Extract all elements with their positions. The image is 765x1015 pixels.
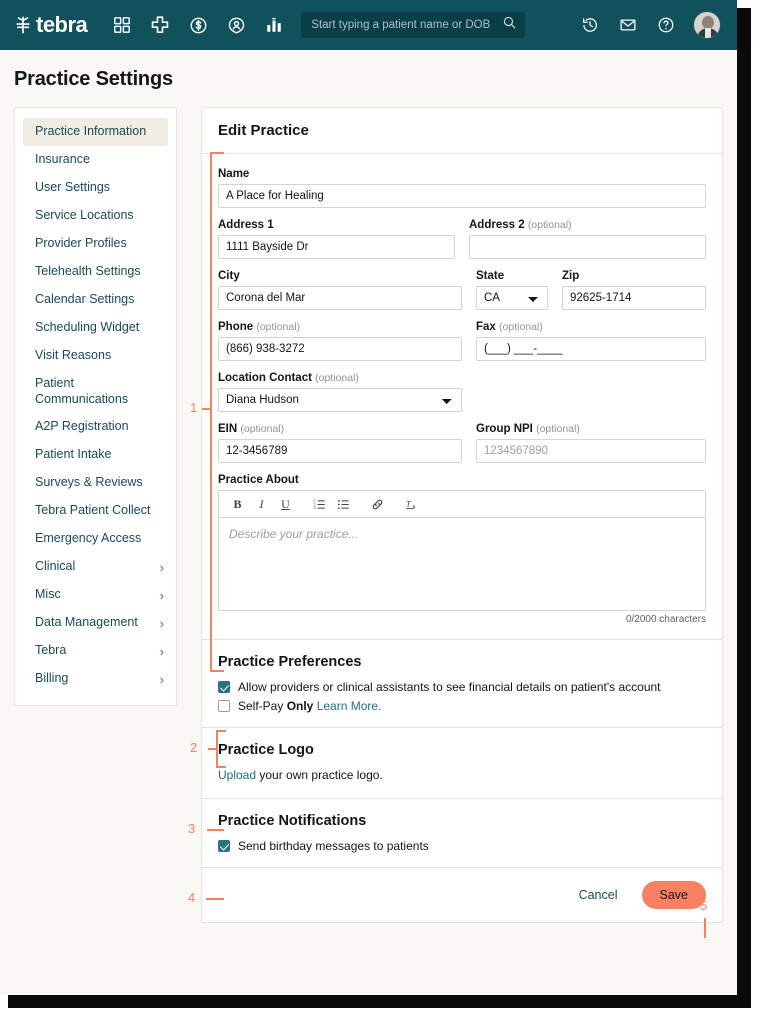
window-shadow-bottom: [8, 995, 751, 1008]
cancel-button[interactable]: Cancel: [573, 887, 624, 903]
character-counter: 0/2000 characters: [625, 614, 706, 625]
annotation-line-4: [206, 898, 224, 900]
edit-practice-panel: [201, 107, 723, 923]
top-navigation-bar: [0, 0, 737, 50]
name-input[interactable]: [218, 184, 706, 208]
label-address1: Address 1: [218, 219, 274, 231]
avatar-shirt: [705, 28, 711, 39]
field-group-npi: [476, 423, 706, 463]
annotation-number-4: 4: [188, 890, 196, 905]
sidebar-item-emergency-access[interactable]: [15, 525, 176, 553]
field-address2: [469, 219, 706, 259]
label-name: Name: [218, 168, 250, 180]
logo-upload-text: your own practice logo.: [256, 768, 383, 782]
practice-logo-section: [202, 728, 722, 799]
label-ein: EIN (optional): [218, 423, 285, 435]
sidebar-item-patient-intake[interactable]: [15, 441, 176, 469]
practice-about-placeholder[interactable]: Describe your practice...: [229, 527, 359, 541]
sidebar-item-user-settings[interactable]: [15, 174, 176, 202]
bullet-list-icon[interactable]: [333, 494, 354, 515]
chevron-right-icon: ›: [159, 559, 164, 575]
sidebar-item-tebra[interactable]: [15, 637, 176, 665]
clear-formatting-icon[interactable]: [401, 494, 422, 515]
label-group-npi: Group NPI (optional): [476, 423, 580, 435]
sidebar-item-label: Tebra Patient Collect: [35, 503, 151, 518]
city-input[interactable]: [218, 286, 462, 310]
annotation-tick-1: [202, 408, 210, 410]
address1-input[interactable]: [218, 235, 455, 259]
sidebar-item-practice-information[interactable]: [23, 118, 168, 146]
sidebar-item-label: Patient Intake: [35, 447, 112, 462]
svg-text:2: 2: [313, 502, 316, 507]
bar-chart-icon[interactable]: [255, 8, 293, 42]
page-title: Practice Settings: [14, 68, 173, 90]
bold-icon[interactable]: B: [233, 496, 242, 511]
practice-notifications-section: [202, 799, 722, 868]
sidebar-item-misc[interactable]: [15, 581, 176, 609]
window-shadow-right: [737, 8, 751, 1003]
sidebar-item-label: Data Management: [35, 615, 138, 630]
logo-upload-row: [218, 768, 706, 782]
page-content: [0, 107, 737, 923]
field-city: [218, 270, 462, 310]
annotation-tick-2: [208, 748, 216, 750]
search-icon[interactable]: [502, 15, 517, 35]
label-state: State: [476, 270, 505, 282]
location-contact-select[interactable]: [218, 388, 462, 412]
state-select[interactable]: [476, 286, 548, 310]
sidebar-item-label: Insurance: [35, 152, 90, 167]
nav-right-group: [571, 8, 725, 42]
annotation-number-1: 1: [190, 400, 198, 415]
annotation-number-5: 5: [700, 898, 708, 913]
sidebar-item-tebra-patient-collect[interactable]: [15, 497, 176, 525]
annotation-number-3: 3: [188, 821, 196, 836]
svg-text:3: 3: [313, 505, 316, 510]
notifications-title: Practice Notifications: [218, 813, 367, 829]
sidebar-item-label: Service Locations: [35, 208, 134, 223]
field-location-contact: [218, 372, 462, 412]
sidebar-item-provider-profiles[interactable]: [15, 230, 176, 258]
notification-row-birthday[interactable]: [218, 839, 706, 853]
ein-input[interactable]: [218, 439, 462, 463]
sidebar-item-label: Provider Profiles: [35, 236, 127, 251]
practice-details-section: [202, 154, 722, 640]
annotation-bracket-1: [210, 152, 224, 672]
field-phone: [218, 321, 462, 361]
patient-search-box[interactable]: [301, 12, 525, 38]
financial-details-label: Allow providers or clinical assistants to see financial details on patient's account: [238, 680, 661, 694]
sidebar-item-label: Patient Communications: [35, 376, 129, 406]
sidebar-item-label: Emergency Access: [35, 531, 142, 546]
editor-toolbar: [219, 491, 705, 518]
field-practice-about: [218, 474, 706, 625]
logo-title: Practice Logo: [218, 742, 314, 758]
sidebar-item-clinical[interactable]: [15, 553, 176, 581]
sidebar-item-telehealth-settings[interactable]: [15, 258, 176, 286]
fax-input[interactable]: [476, 337, 706, 361]
practice-preferences-section: [202, 640, 722, 728]
sidebar-item-surveys-reviews[interactable]: [15, 469, 176, 497]
ordered-list-icon[interactable]: [309, 494, 330, 515]
chevron-right-icon: ›: [159, 643, 164, 659]
field-ein: [218, 423, 462, 463]
sidebar-item-label: Calendar Settings: [35, 292, 135, 307]
chevron-right-icon: ›: [159, 587, 164, 603]
tebra-logo-mark: [12, 14, 34, 36]
medical-cross-icon[interactable]: [141, 8, 179, 42]
field-fax: [476, 321, 706, 361]
practice-about-editor[interactable]: [218, 490, 706, 611]
preference-row-self-pay[interactable]: [218, 699, 706, 713]
field-name: [218, 168, 706, 208]
save-button[interactable]: Save: [642, 881, 707, 909]
patient-location-icon[interactable]: [217, 8, 255, 42]
panel-title: Edit Practice: [202, 108, 722, 154]
sidebar-item-service-locations[interactable]: [15, 202, 176, 230]
zip-input[interactable]: [562, 286, 706, 310]
sidebar-item-label: Practice Information: [35, 124, 147, 139]
financial-details-checkbox[interactable]: [218, 681, 230, 693]
birthday-messages-label: Send birthday messages to patients: [238, 839, 429, 853]
self-pay-text: Self-Pay: [238, 699, 287, 713]
help-circle-icon[interactable]: [647, 8, 685, 42]
svg-text:x: x: [412, 504, 415, 511]
field-zip: [562, 270, 706, 310]
sidebar-item-calendar-settings[interactable]: [15, 286, 176, 314]
chevron-right-icon: ›: [159, 671, 164, 687]
panel-footer: [202, 868, 722, 922]
annotation-line-3: [207, 829, 224, 831]
learn-more-link[interactable]: Learn More.: [316, 699, 382, 713]
dollar-circle-icon[interactable]: [179, 8, 217, 42]
sidebar-item-label: User Settings: [35, 180, 111, 195]
field-address1: [218, 219, 455, 259]
sidebar-item-a2p-registration[interactable]: [15, 413, 176, 441]
chevron-right-icon: ›: [159, 615, 164, 631]
user-avatar[interactable]: [693, 11, 721, 39]
svg-text:1: 1: [313, 498, 316, 503]
search-input[interactable]: [309, 18, 502, 32]
birthday-messages-checkbox[interactable]: [218, 840, 230, 852]
sidebar-item-billing[interactable]: [15, 665, 176, 693]
sidebar-item-scheduling-widget[interactable]: [15, 314, 176, 342]
sidebar-item-label: A2P Registration: [35, 419, 129, 434]
tebra-logo-text: tebra: [36, 12, 88, 37]
italic-icon[interactable]: I: [259, 496, 264, 511]
dashboard-icon[interactable]: [103, 8, 141, 42]
annotation-number-2: 2: [190, 740, 198, 755]
sidebar-item-label: Clinical: [35, 559, 76, 574]
annotation-bracket-2: [216, 730, 226, 768]
preferences-title: Practice Preferences: [218, 654, 362, 670]
label-city: City: [218, 270, 240, 282]
tebra-logo[interactable]: [12, 14, 87, 36]
history-clock-icon[interactable]: [571, 8, 609, 42]
svg-text:T: T: [405, 498, 411, 509]
self-pay-checkbox[interactable]: [218, 700, 230, 712]
sidebar-item-label: Tebra: [35, 643, 67, 658]
sidebar-item-label: Surveys & Reviews: [35, 475, 143, 490]
preference-row-financial-details[interactable]: [218, 680, 706, 694]
label-phone: Phone (optional): [218, 321, 301, 333]
sidebar-item-label: Scheduling Widget: [35, 320, 140, 335]
field-state: [476, 270, 548, 310]
sidebar-item-label: Billing: [35, 671, 69, 686]
address2-input[interactable]: [469, 235, 706, 259]
settings-sidebar: [14, 107, 177, 706]
sidebar-item-visit-reasons[interactable]: [15, 342, 176, 370]
sidebar-item-label: Telehealth Settings: [35, 264, 141, 279]
sidebar-item-patient-communications[interactable]: [15, 370, 176, 413]
label-fax: Fax (optional): [476, 321, 543, 333]
label-practice-about: Practice About: [218, 474, 299, 486]
label-location-contact: Location Contact (optional): [218, 372, 359, 384]
group-npi-input[interactable]: [476, 439, 706, 463]
envelope-icon[interactable]: [609, 8, 647, 42]
annotation-line-5: [704, 918, 706, 938]
link-icon[interactable]: [367, 494, 388, 515]
sidebar-item-label: Visit Reasons: [35, 348, 112, 363]
phone-input[interactable]: [218, 337, 462, 361]
upload-link[interactable]: Upload: [218, 768, 257, 782]
sidebar-item-label: Misc: [35, 587, 61, 602]
label-address2: Address 2 (optional): [469, 219, 572, 231]
label-zip: Zip: [562, 270, 580, 282]
self-pay-bold: Only: [286, 699, 314, 713]
sidebar-item-data-management[interactable]: [15, 609, 176, 637]
self-pay-label: [238, 699, 381, 713]
underline-icon[interactable]: U: [281, 496, 290, 511]
sidebar-item-insurance[interactable]: [15, 146, 176, 174]
